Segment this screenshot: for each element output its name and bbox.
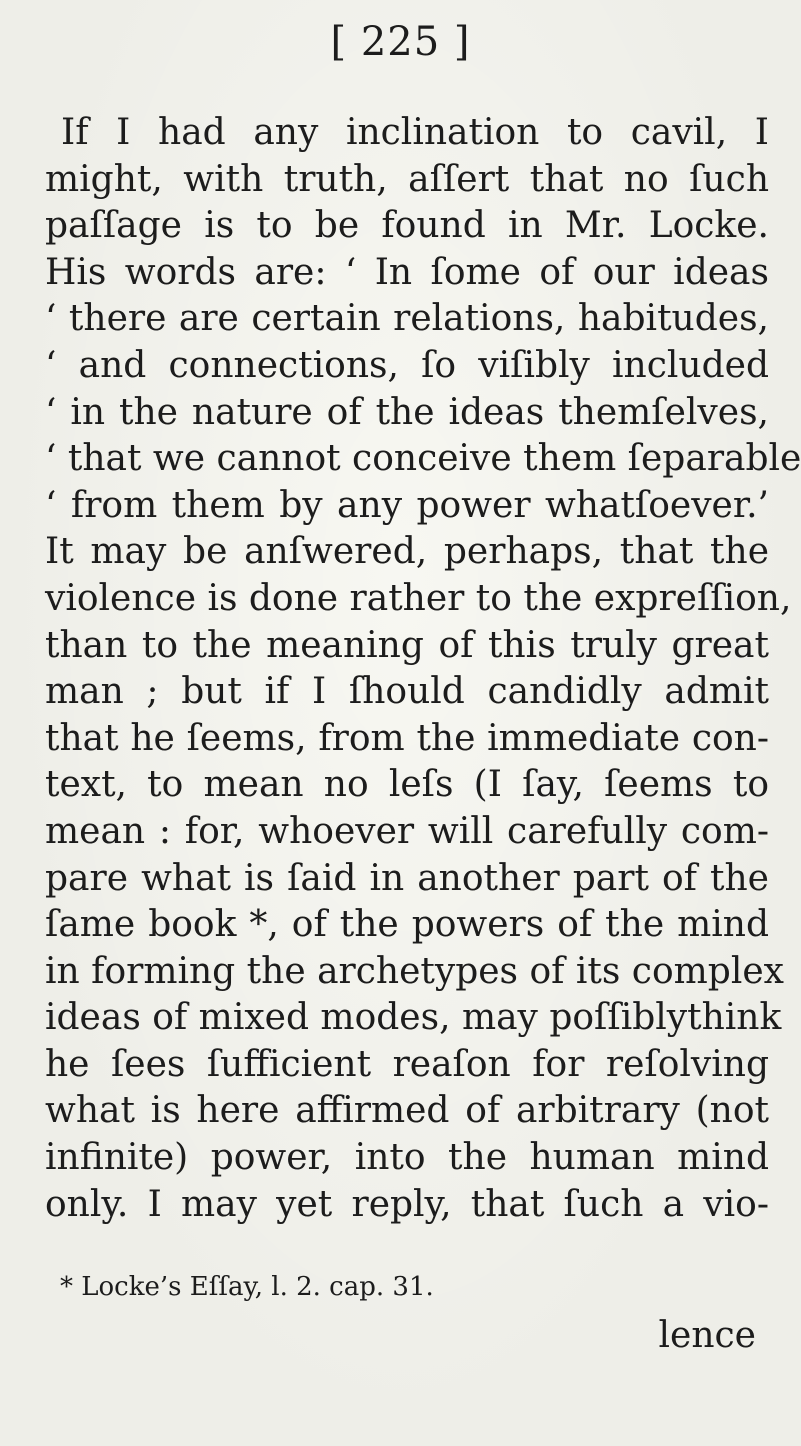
text-line: might, with truth, aſſert that no ſuch	[45, 158, 769, 200]
text-line: It may be anſwered, perhaps, that the	[45, 531, 769, 573]
main-paragraph	[45, 110, 801, 1228]
text-line: paſſage is to be found in Mr. Locke.	[45, 205, 769, 247]
text-line: violence is done rather to the expreſſion,	[45, 577, 792, 619]
text-line: ‘ there are certain relations, habitudes,	[45, 298, 769, 340]
catchword: lence	[658, 1315, 756, 1356]
text-line: ‘ from them by any power whatſoever.’	[45, 484, 769, 526]
text-line: than to the meaning of this truly great	[45, 624, 769, 666]
text-line: what is here affirmed of arbitrary (not	[45, 1090, 769, 1132]
text-line: text, to mean no leſs (I ſay, ſeems to	[45, 764, 769, 806]
text-line: infinite) power, into the human mind	[45, 1137, 769, 1179]
text-line: ideas of mixed modes, may poſſiblythink	[45, 997, 782, 1039]
text-line: ‘ and connections, ſo viſibly included	[45, 344, 769, 386]
text-line: If I had any inclination to cavil, I	[61, 112, 769, 153]
text-line: only. I may yet reply, that ſuch a vio-	[45, 1183, 769, 1225]
text-line: he ſees ſufficient reaſon for reſolving	[45, 1043, 769, 1085]
footnote: * Locke’s Eſſay, l. 2. cap. 31.	[60, 1272, 434, 1302]
page-number-header: [ 225 ]	[330, 19, 471, 65]
text-line: in forming the archetypes of its complex	[45, 950, 784, 992]
text-line: that he ſeems, from the immediate con-	[45, 717, 769, 759]
text-line: ſame book *, of the powers of the mind	[45, 904, 769, 946]
text-line: mean : for, whoever will carefully com-	[45, 810, 769, 852]
text-line: ‘ that we cannot conceive them ſeparable	[45, 438, 801, 480]
text-line: man ; but if I ſhould candidly admit	[45, 671, 769, 713]
text-line: pare what is ſaid in another part of the	[45, 857, 769, 899]
text-line: His words are: ‘ In ſome of our ideas	[45, 251, 769, 293]
text-line: ‘ in the nature of the ideas themſelves,	[45, 391, 769, 433]
